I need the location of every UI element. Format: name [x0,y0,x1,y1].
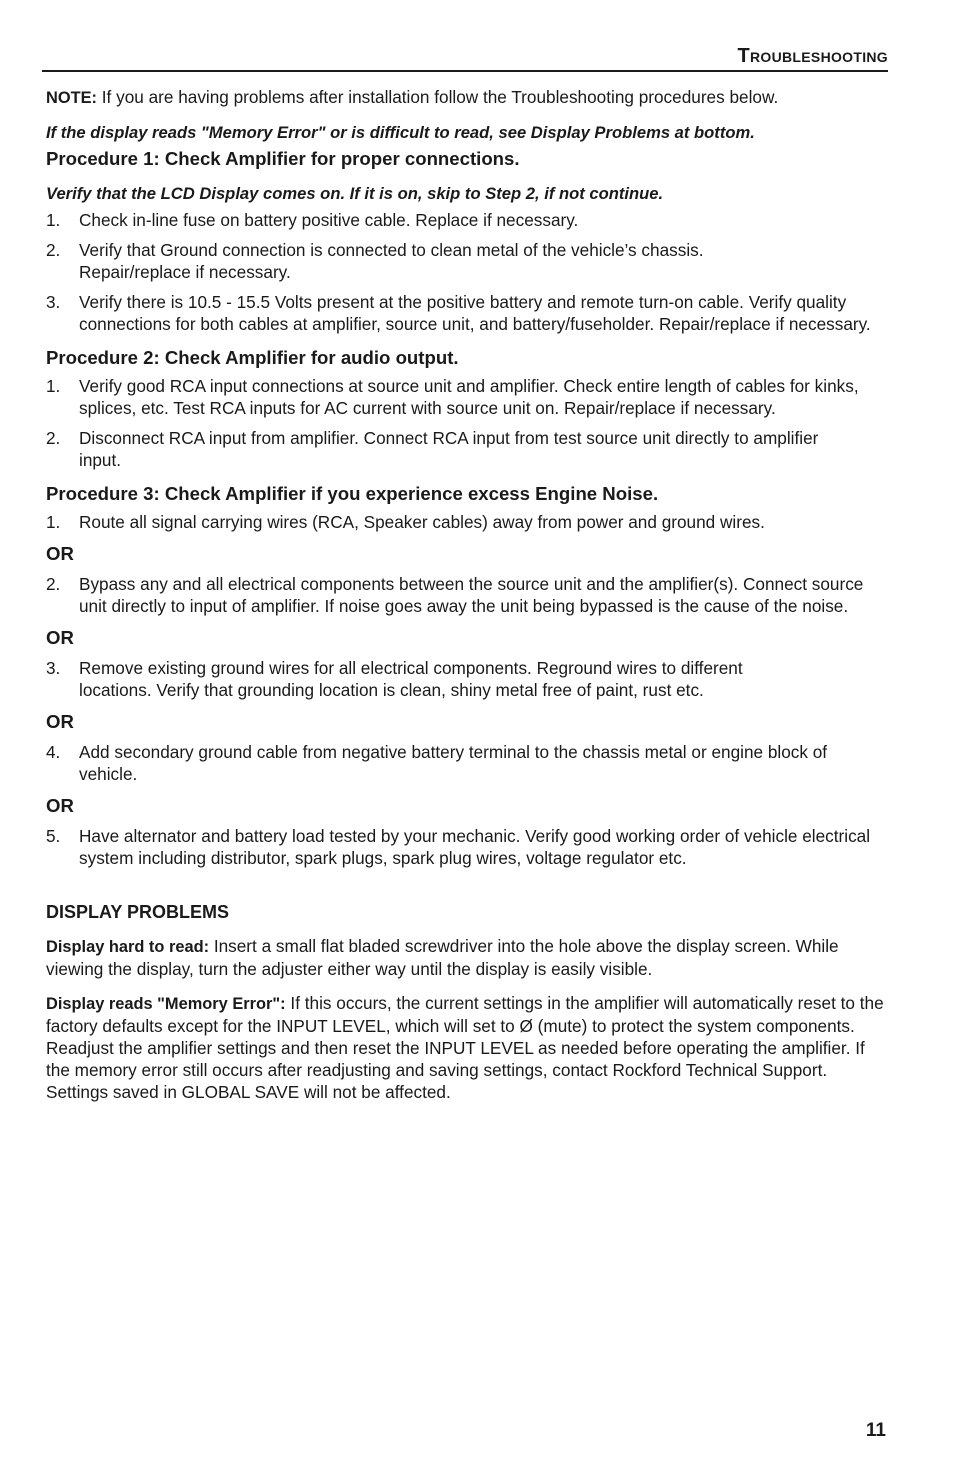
list-item [46,427,886,471]
note-paragraph [46,86,886,109]
item-text: Remove existing ground wires for all electrical components. Reground wires to different locations. Verify that grounding location is clean, shiny metal free of paint, rust etc. [79,658,743,700]
or-label: OR [46,543,74,564]
item-number: 3. [46,292,61,312]
item-number: 3. [46,658,61,678]
item-text: Add secondary ground cable from negative battery terminal to the chassis metal or engine block of vehicle. [79,742,828,784]
or-label: OR [46,711,74,732]
item-text: Disconnect RCA input from amplifier. Connect RCA input from test source unit directly to amplifier input. [79,428,819,470]
item-text: Verify good RCA input connections at source unit and amplifier. Check entire length of cables for kinks, splices, etc. Test RCA inputs for AC current with source unit on. Repair/replace if necessary. [79,376,859,418]
item-text: Verify that Ground connection is connected to clean metal of the vehicle’s chassis. Repair/replace if necessary. [79,240,704,282]
memory-warning: If the display reads "Memory Error" or is difficult to read, see Display Problems at bottom. [46,123,755,142]
item-text: Verify there is 10.5 - 15.5 Volts present at the positive battery and remote turn-on cable. Verify quality connections for both cables at amplifier, source unit, and battery/fuseholder. Repair/replace if necessary. [79,292,871,334]
item-text: Check in-line fuse on battery positive cable. Replace if necessary. [79,210,579,230]
display-problems-title: DISPLAY PROBLEMS [46,902,230,922]
or-label: OR [46,795,74,816]
item-number: 2. [46,574,61,594]
item-text: Route all signal carrying wires (RCA, Speaker cables) away from power and ground wires. [79,512,765,532]
item-text: Bypass any and all electrical components between the source unit and the amplifier(s). Connect source unit directly to input of amplifier. If noise goes away the unit being bypassed is the cause of the noise. [79,574,864,616]
list-item [46,741,886,785]
list-item [46,825,886,869]
main-content [46,84,886,1103]
item-number: 1. [46,376,61,396]
item-number: 1. [46,512,61,532]
display-memory-error-text: If this occurs, the current settings in the amplifier will automatically reset to the factory defaults except for the INPUT LEVEL, which will set to Ø (mute) to protect the system components. Readjust the amplifier settings and then reset the INPUT LEVEL as needed before operating the amplifier. If the memory error still occurs after readjusting and saving settings, contact Rockford Technical Support. Settings saved in GLOBAL SAVE will not be affected. [46,993,884,1102]
note-label: NOTE: [46,89,97,107]
procedure3-title: Procedure 3: Check Amplifier if you experience excess Engine Noise. [46,483,659,504]
procedure2-title: Procedure 2: Check Amplifier for audio output. [46,347,459,368]
item-text: Have alternator and battery load tested by your mechanic. Verify good working order of vehicle electrical system including distributor, spark plugs, spark plug wires, voltage regulator etc. [79,826,871,868]
list-item [46,239,886,283]
item-number: 5. [46,826,61,846]
item-number: 2. [46,240,61,260]
procedure1-instruction: Verify that the LCD Display comes on. If it is on, skip to Step 2, if not continue. [46,184,664,203]
display-hard-to-read-paragraph [46,935,886,980]
display-memory-error-label: Display reads "Memory Error": [46,995,286,1013]
item-number: 4. [46,742,61,762]
list-item [46,209,886,231]
note-text: If you are having problems after installation follow the Troubleshooting procedures below. [97,87,779,107]
display-memory-error-paragraph [46,992,886,1103]
procedure1-title: Procedure 1: Check Amplifier for proper connections. [46,148,520,169]
display-hard-to-read-label: Display hard to read: [46,938,210,956]
list-item [46,291,886,335]
item-number: 2. [46,428,61,448]
page-header [42,42,888,72]
list-item [46,657,886,701]
header-title: Troubleshooting [737,45,888,67]
list-item [46,573,886,617]
page-number: 11 [865,1420,886,1441]
or-label: OR [46,627,74,648]
display-hard-to-read-text: Insert a small flat bladed screwdriver into the hole above the display screen. While viewing the display, turn the adjuster either way until the display is easily visible. [46,936,839,979]
list-item [46,375,886,419]
item-number: 1. [46,210,61,230]
list-item [46,511,886,533]
